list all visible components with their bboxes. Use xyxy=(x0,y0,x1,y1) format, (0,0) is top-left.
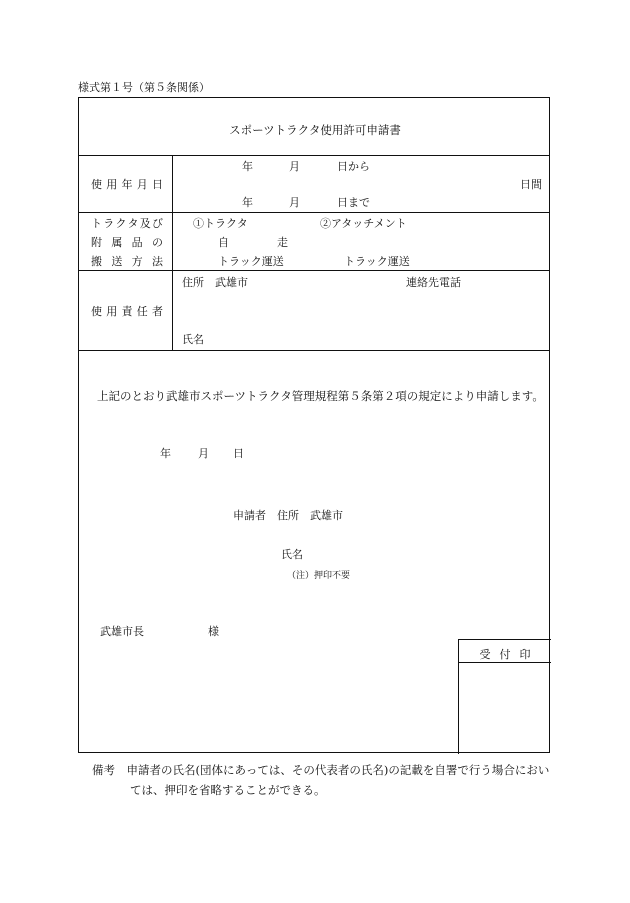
transport-label-line-3: 搬送方法 xyxy=(91,255,163,268)
option-attachment: ②アタッチメント xyxy=(320,217,407,230)
responsible-contact: 連絡先電話 xyxy=(406,276,461,289)
form-title: スポーツトラクタ使用許可申請書 xyxy=(229,123,401,137)
truck-transport-1: トラック運送 xyxy=(218,255,284,268)
usage-date-label: 使用年月日 xyxy=(91,178,163,191)
row-divider xyxy=(79,270,550,271)
honorific: 様 xyxy=(208,625,219,638)
self-drive-char-2: 走 xyxy=(277,236,288,249)
from-month: 月 xyxy=(289,160,300,173)
to-month: 月 xyxy=(289,196,300,209)
responsible-label: 使用責任者 xyxy=(91,305,163,318)
row-divider xyxy=(79,212,550,213)
declaration-text: 上記のとおり武雄市スポーツトラクタ管理規程第５条第２項の規定により申請します。 xyxy=(97,389,544,403)
responsible-name: 氏名 xyxy=(182,333,204,346)
from-day: 日から xyxy=(337,160,370,173)
receipt-stamp-box xyxy=(458,639,551,754)
option-tractor: ①トラクタ xyxy=(193,217,248,230)
application-form xyxy=(78,97,550,753)
applicant-address: 申請者 住所 武雄市 xyxy=(233,509,343,522)
application-year: 年 xyxy=(160,447,171,460)
transport-label-line-1: トラクタ及び xyxy=(91,217,163,230)
applicant-name: 氏名 xyxy=(281,548,303,561)
application-month: 月 xyxy=(198,447,209,460)
receipt-stamp-header xyxy=(459,639,551,663)
truck-transport-2: トラック運送 xyxy=(344,255,410,268)
to-day: 日まで xyxy=(337,196,370,209)
seal-not-required-note: （注）押印不要 xyxy=(287,571,351,581)
transport-label-line-2: 附属品の xyxy=(91,236,163,249)
row-divider xyxy=(79,155,550,156)
to-year: 年 xyxy=(242,196,253,209)
total-days: 日間 xyxy=(520,178,542,191)
mayor-addressee: 武雄市長 xyxy=(100,625,144,638)
responsible-address: 住所 武雄市 xyxy=(182,276,248,289)
remarks-note: 備考 申請者の氏名(団体にあっては、その代表者の氏名)の記載を自署で行う場合においては、押印を省略することができる。 xyxy=(92,763,550,797)
from-year: 年 xyxy=(242,160,253,173)
application-day: 日 xyxy=(233,447,244,460)
receipt-stamp-label: 受付印 xyxy=(479,648,540,661)
row-divider xyxy=(79,350,550,351)
self-drive-char-1: 自 xyxy=(218,236,229,249)
column-divider xyxy=(172,155,173,350)
form-reference: 様式第１号（第５条関係） xyxy=(78,81,210,94)
